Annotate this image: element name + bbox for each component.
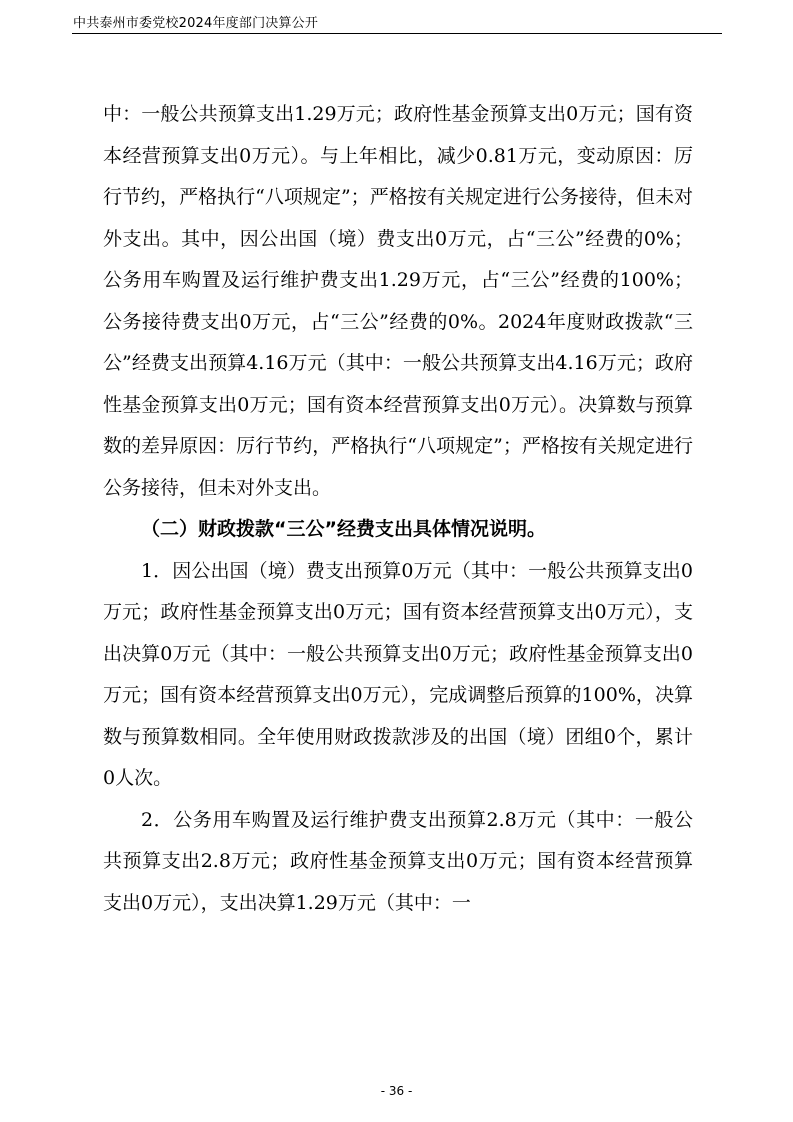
header-divider	[72, 33, 722, 34]
section-heading: （二）财政拨款“三公”经费支出具体情况说明。	[141, 518, 546, 540]
document-body	[103, 94, 693, 924]
paragraph-continuation: 中：一般公共预算支出1.29万元；政府性基金预算支出0万元；国有资本经营预算支出0万元）。与上年相比，减少0.81万元，变动原因：厉行节约，严格执行“八项规定”；严格按有关规定进行公务接待，但未对外支出。其中，因公出国（境）费支出0万元，占“三公”经费的0%；公务用车购置及运行维护费支出1.29万元，占“三公”经费的100%；公务接待费支出0万元，占“三公”经费的0%。2024年度财政拨款“三公”经费支出预算4.16万元（其中：一般公共预算支出4.16万元；政府性基金预算支出0万元；国有资本经营预算支出0万元）。决算数与预算数的差异原因：厉行节约，严格执行“八项规定”；严格按有关规定进行公务接待，但未对外支出。	[103, 103, 693, 499]
page-number: - 36 -	[380, 1084, 413, 1098]
paragraph-overseas-travel: 1．因公出国（境）费支出预算0万元（其中：一般公共预算支出0万元；政府性基金预算支出0万元；国有资本经营预算支出0万元），支出决算0万元（其中：一般公共预算支出0万元；政府性基金预算支出0万元；国有资本经营预算支出0万元），完成调整后预算的100%，决算数与预算数相同。全年使用财政拨款涉及的出国（境）团组0个，累计0人次。	[103, 559, 693, 789]
paragraph-vehicle-costs: 2．公务用车购置及运行维护费支出预算2.8万元（其中：一般公共预算支出2.8万元；政府性基金预算支出0万元；国有资本经营预算支出0万元），支出决算1.29万元（其中：一	[103, 808, 693, 914]
document-header: 中共泰州市委党校2024年度部门决算公开	[73, 16, 319, 31]
